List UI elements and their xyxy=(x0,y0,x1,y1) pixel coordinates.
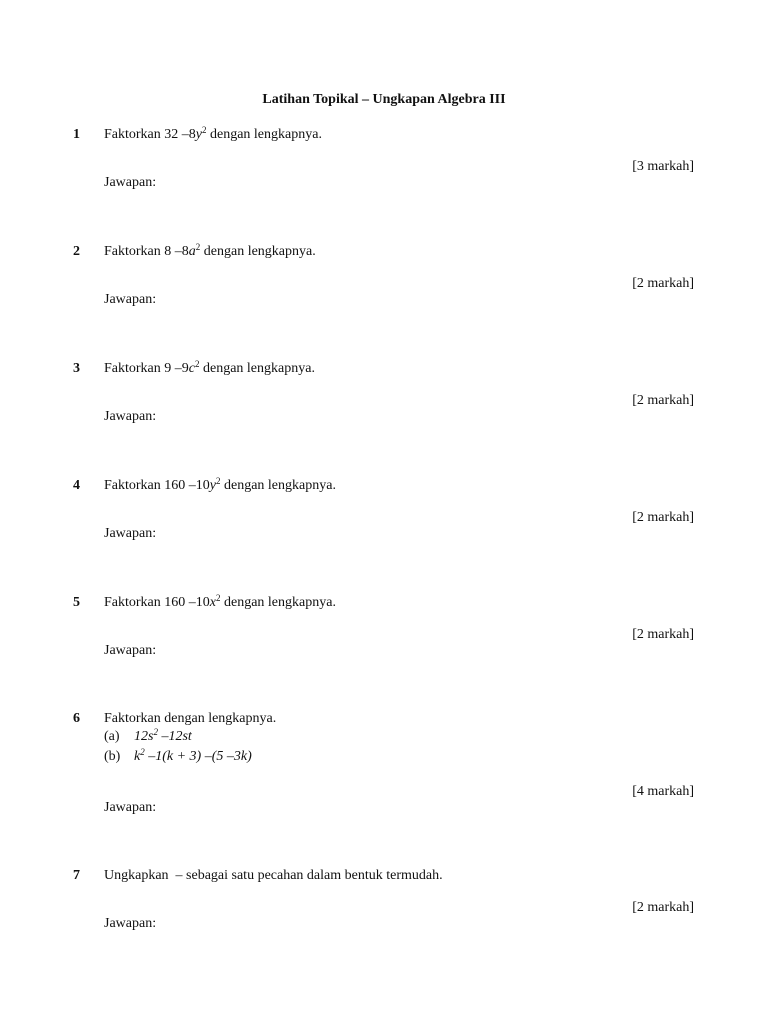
subquestion-b xyxy=(104,749,252,765)
question-number: 6 xyxy=(73,711,80,726)
marks-label: [2 markah] xyxy=(632,627,694,642)
question-text: Faktorkan 9 $-9c^2$ dengan lengkapnya. xyxy=(104,359,315,376)
question-number: 3 xyxy=(73,361,80,376)
marks-label: [2 markah] xyxy=(632,393,694,408)
question-text: Faktorkan 8 $-8a^2$ dengan lengkapnya. xyxy=(104,242,316,259)
question-6 xyxy=(0,711,768,841)
subquestion-expression: $12s^2$ –12st xyxy=(134,727,192,744)
question-number: 5 xyxy=(73,595,80,610)
question-4 xyxy=(0,478,768,588)
answer-label: Jawapan: xyxy=(104,409,157,424)
question-2 xyxy=(0,244,768,354)
page-title: Latihan Topikal – Ungkapan Algebra III xyxy=(262,92,506,107)
question-text: Ungkapkan – sebagai satu pecahan dalam bentuk termudah. xyxy=(104,868,443,883)
subquestion-a xyxy=(104,729,192,745)
marks-label: [4 markah] xyxy=(632,784,694,799)
question-number: 1 xyxy=(73,127,80,142)
marks-label: [2 markah] xyxy=(632,900,694,915)
marks-label: [3 markah] xyxy=(632,159,694,174)
question-text: Faktorkan 160 $-10y^2$ dengan lengkapnya. xyxy=(104,476,336,493)
answer-label: Jawapan: xyxy=(104,643,157,658)
answer-label: Jawapan: xyxy=(104,916,157,931)
subquestion-label: (a) xyxy=(104,729,120,744)
question-7 xyxy=(0,868,768,978)
marks-label: [2 markah] xyxy=(632,510,694,525)
answer-label: Jawapan: xyxy=(104,526,157,541)
question-1 xyxy=(0,127,768,237)
marks-label: [2 markah] xyxy=(632,276,694,291)
subquestion-expression: $k^2$ –1(k + 3) –(5 –3k) xyxy=(134,747,252,764)
question-number: 4 xyxy=(73,478,80,493)
question-3 xyxy=(0,361,768,471)
question-5 xyxy=(0,595,768,705)
answer-label: Jawapan: xyxy=(104,175,157,190)
subquestion-label: (b) xyxy=(104,749,121,764)
question-number: 7 xyxy=(73,868,80,883)
question-text: Faktorkan 160 $-10x^2$ dengan lengkapnya. xyxy=(104,593,336,610)
question-text: Faktorkan 32 $-8y^2$ dengan lengkapnya. xyxy=(104,125,322,142)
question-text: Faktorkan dengan lengkapnya. xyxy=(104,711,277,726)
question-number: 2 xyxy=(73,244,80,259)
answer-label: Jawapan: xyxy=(104,292,157,307)
answer-label: Jawapan: xyxy=(104,800,157,815)
